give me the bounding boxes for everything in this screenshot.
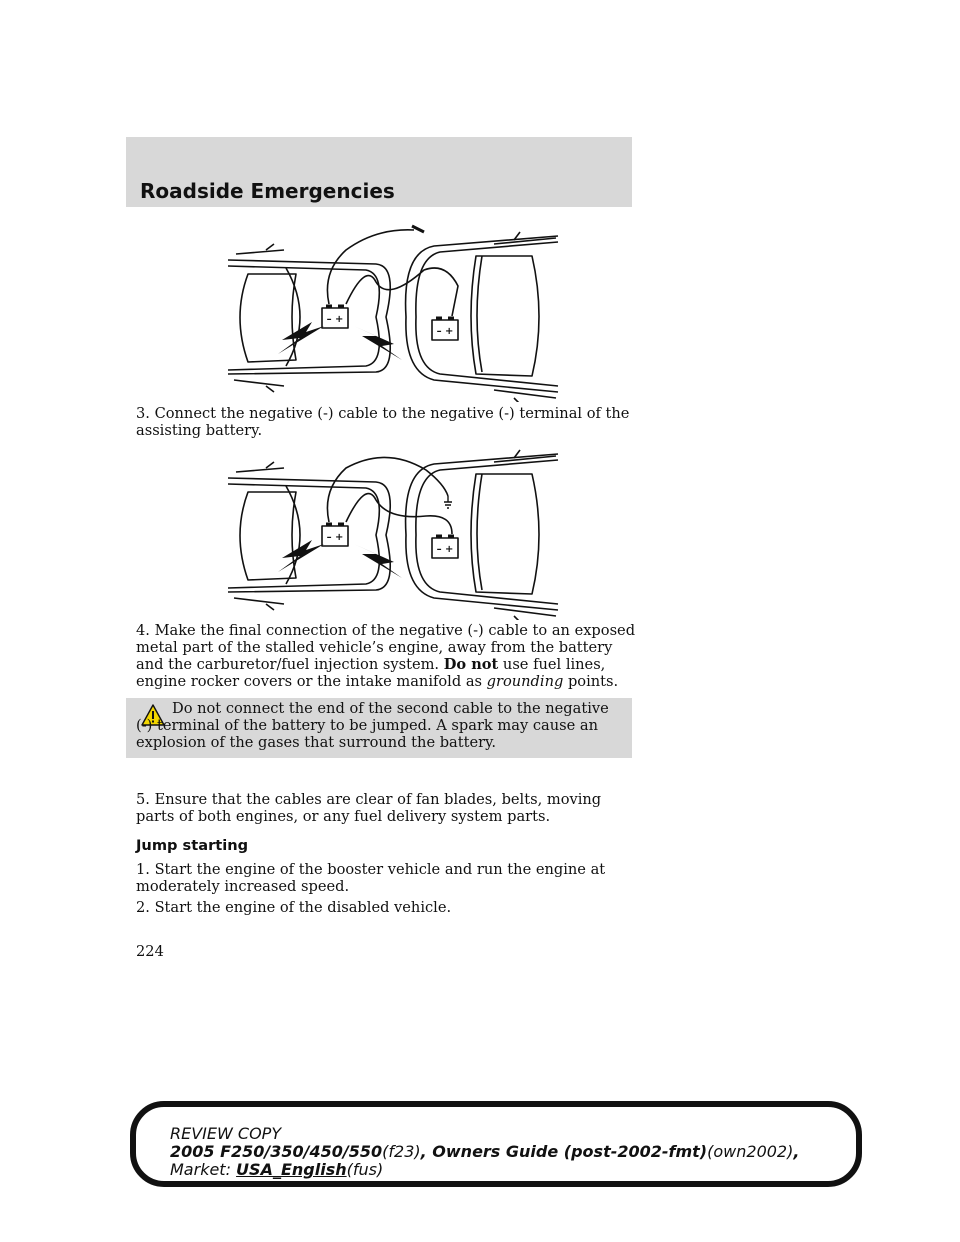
right-vehicle — [406, 232, 558, 402]
review-footer — [130, 1101, 862, 1187]
left-battery — [322, 524, 348, 546]
jump-start-diagram-2 — [226, 440, 560, 620]
left-vehicle — [228, 244, 390, 392]
left-battery — [322, 306, 348, 328]
section-header — [126, 137, 632, 207]
section-title: Roadside Emergencies — [140, 179, 395, 203]
right-vehicle — [406, 450, 558, 620]
jump-step-2-text: 2. Start the engine of the disabled vehicle. — [136, 899, 452, 916]
right-battery — [432, 536, 458, 558]
left-battery-terminals: – + — [326, 532, 344, 543]
warning-text: Do not connect the end of the second cable to the negative (-) terminal of the battery to be jumped. A spark may cause an explosion of the gases that surround the battery. — [136, 700, 609, 751]
footer-model-line: 2005 F250/350/450/550(f23), Owners Guide (post-2002-fmt)(own2002), — [170, 1142, 800, 1161]
jumper-cables — [327, 226, 458, 316]
right-battery-terminals: – + — [436, 326, 454, 337]
jump-starting-heading: Jump starting — [136, 837, 249, 854]
footer-market-line: Market: USA_English(fus) — [170, 1160, 384, 1179]
step-3-text: 3. Connect the negative (-) cable to the negative (-) terminal of the assisting battery. — [136, 405, 630, 439]
jump-step-1-text: 1. Start the engine of the booster vehicle and run the engine at moderately increased speed. — [136, 861, 606, 895]
page-number: 224 — [136, 943, 164, 960]
warning-box — [126, 698, 632, 758]
review-copy-label: REVIEW COPY — [170, 1124, 282, 1143]
right-battery-terminals: – + — [436, 544, 454, 555]
jump-start-diagram-1 — [226, 222, 560, 402]
right-battery — [432, 318, 458, 340]
step-4-text: 4. Make the final connection of the negative (-) cable to an exposed metal part of the stalled vehicle’s engine, away from the battery and the carburetor/fuel injection system. Do not use fuel lines, engine rocker covers or the intake manifold as grounding points. — [136, 622, 636, 690]
step-5-text: 5. Ensure that the cables are clear of fan blades, belts, moving parts of both engines, or any fuel delivery system parts. — [136, 791, 602, 825]
left-vehicle — [228, 462, 390, 610]
left-battery-terminals: – + — [326, 314, 344, 325]
